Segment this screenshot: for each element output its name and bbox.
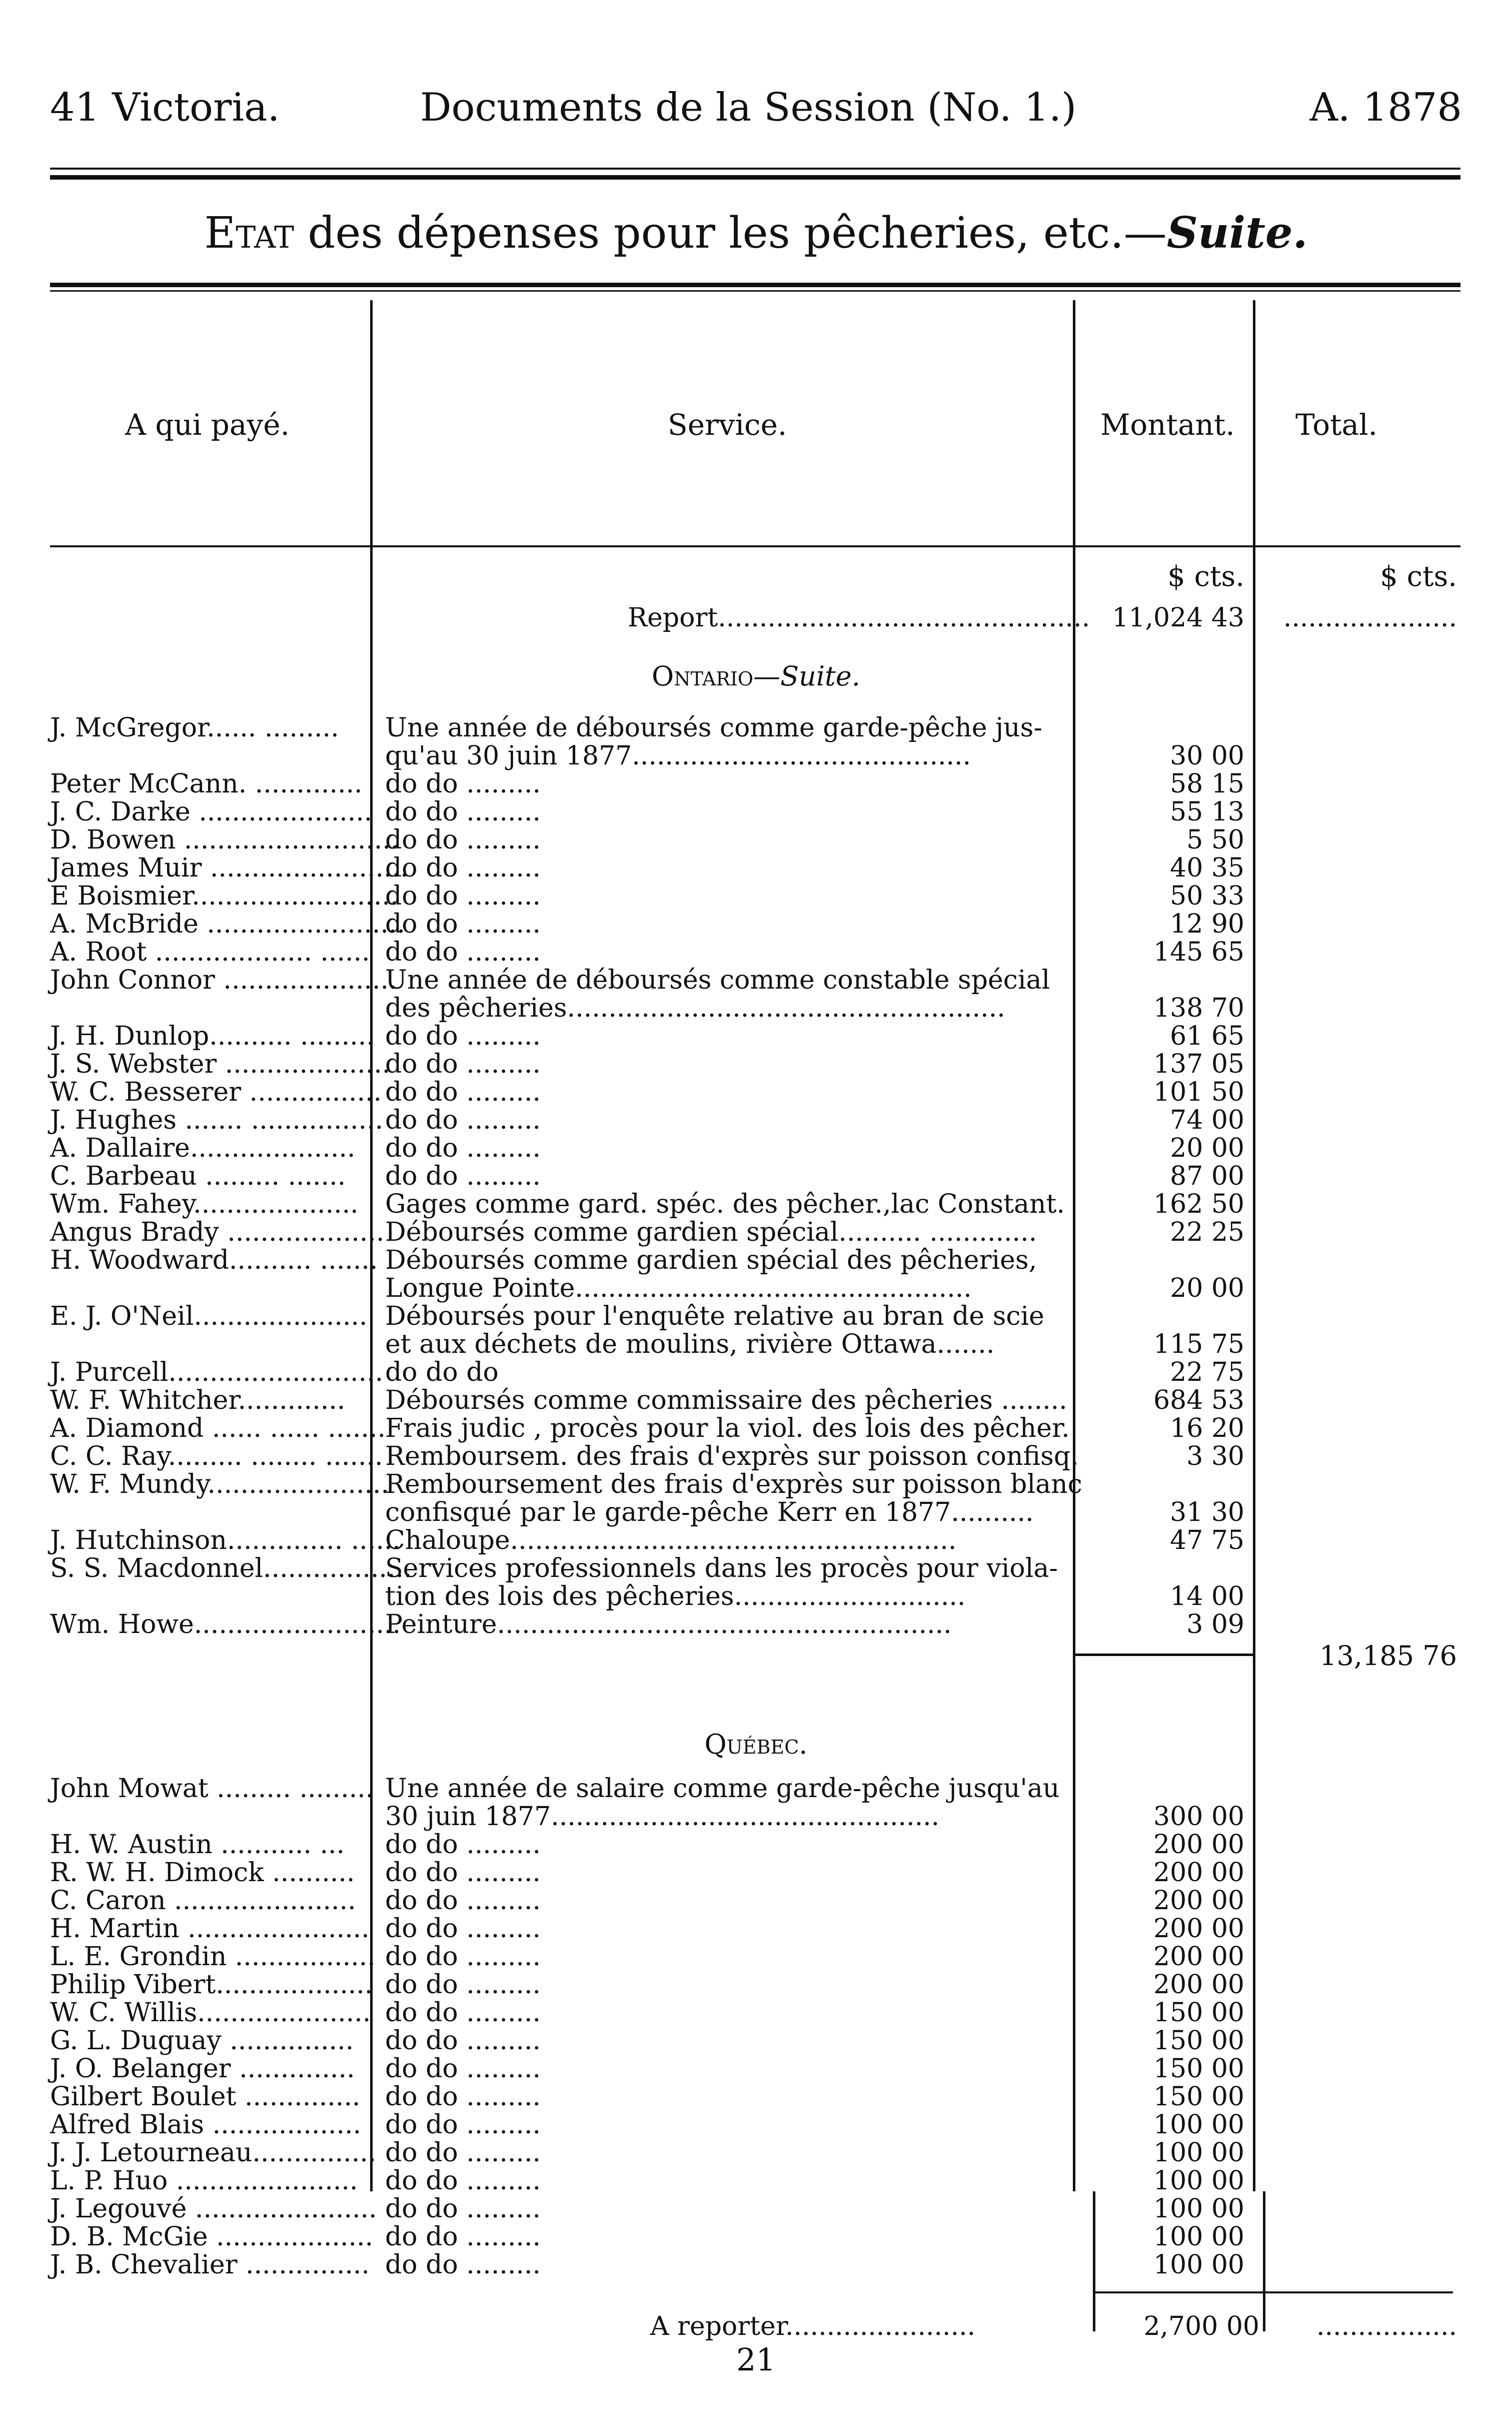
amount-cell: 150 00 bbox=[1153, 2054, 1244, 2084]
amount-cell: 16 20 bbox=[1170, 1413, 1244, 1443]
amount-cell: 74 00 bbox=[1170, 1105, 1244, 1135]
table-row bbox=[0, 1217, 1512, 1245]
service-cell: do do ......... bbox=[385, 1998, 541, 2028]
payee-cell: Angus Brady ................... bbox=[50, 1217, 385, 1247]
table-row bbox=[0, 1858, 1512, 1886]
service-cell: Chaloupe...................................................... bbox=[385, 1525, 957, 1555]
amount-unit-label: $ cts. bbox=[1167, 560, 1244, 593]
table-row bbox=[0, 2222, 1512, 2250]
table-row bbox=[0, 769, 1512, 797]
amount-cell: 100 00 bbox=[1153, 2250, 1244, 2280]
payee-cell: H. W. Austin ........... ... bbox=[50, 1830, 345, 1860]
service-cell: do do do bbox=[385, 1357, 499, 1387]
table-row bbox=[0, 993, 1512, 1021]
column-header-amount: Montant. bbox=[1100, 408, 1235, 442]
payee-cell: A. Diamond ...... ...... ....... bbox=[50, 1413, 386, 1443]
ontario-heading-suffix: —Suite. bbox=[753, 660, 860, 692]
amount-cell: 100 00 bbox=[1153, 2194, 1244, 2224]
table-row bbox=[0, 1301, 1512, 1329]
table-row bbox=[0, 1441, 1512, 1469]
carry-label: A reporter....................... bbox=[650, 2311, 976, 2341]
payee-cell: James Muir ........................ bbox=[50, 853, 409, 883]
header-rule-bottom bbox=[50, 175, 1460, 180]
service-cell: et aux déchets de moulins, rivière Ottawa....... bbox=[385, 1329, 995, 1359]
carry-amount: 2,700 00 bbox=[1143, 2311, 1259, 2341]
title-rest: des dépenses pour les pêcheries, etc.— bbox=[294, 208, 1167, 258]
table-row bbox=[0, 1914, 1512, 1942]
table-row bbox=[0, 1133, 1512, 1161]
table-row bbox=[0, 1774, 1512, 1802]
amount-cell: 138 70 bbox=[1153, 993, 1244, 1023]
amount-cell: 200 00 bbox=[1153, 1886, 1244, 1916]
table-row bbox=[0, 1998, 1512, 2026]
title-lead: Etat bbox=[204, 208, 295, 258]
table-row bbox=[0, 1886, 1512, 1914]
payee-cell: G. L. Duguay ............... bbox=[50, 2026, 354, 2056]
table-row bbox=[0, 2026, 1512, 2054]
payee-cell: L. P. Huo ...................... bbox=[50, 2166, 358, 2196]
payee-cell: Gilbert Boulet .............. bbox=[50, 2082, 361, 2112]
ontario-amount-rule bbox=[1075, 1654, 1253, 1656]
title-suffix: Suite. bbox=[1166, 208, 1308, 258]
service-cell: do do ......... bbox=[385, 881, 541, 911]
table-top-rule bbox=[50, 283, 1460, 287]
payee-cell: E Boismier......................... bbox=[50, 881, 399, 911]
amount-cell: 12 90 bbox=[1170, 909, 1244, 939]
table-row bbox=[0, 1245, 1512, 1273]
header-rule-top bbox=[50, 168, 1460, 170]
payee-cell: W. C. Besserer ................ bbox=[50, 1077, 382, 1107]
header-series: A. 1878 bbox=[1309, 85, 1462, 130]
service-cell: Remboursement des frais d'exprès sur poisson blanc bbox=[385, 1469, 1082, 1499]
payee-cell: C. Caron ...................... bbox=[50, 1886, 356, 1916]
amount-cell: 3 09 bbox=[1186, 1609, 1244, 1640]
table-row bbox=[0, 2166, 1512, 2194]
payee-cell: W. F. Mundy...................... bbox=[50, 1469, 390, 1499]
payee-cell: Wm. Fahey.................... bbox=[50, 1189, 359, 1219]
amount-cell: 50 33 bbox=[1170, 881, 1244, 911]
table-row bbox=[0, 2138, 1512, 2166]
table-row bbox=[0, 2250, 1512, 2278]
table-row bbox=[0, 881, 1512, 909]
service-cell: do do ......... bbox=[385, 1133, 541, 1163]
payee-cell: J. C. Darke ..................... bbox=[50, 797, 373, 827]
table-row bbox=[0, 1970, 1512, 1998]
report-amount: 11,024 43 bbox=[1112, 603, 1244, 633]
amount-cell: 115 75 bbox=[1153, 1329, 1244, 1359]
amount-cell: 61 65 bbox=[1170, 1021, 1244, 1051]
amount-cell: 200 00 bbox=[1153, 1858, 1244, 1888]
column-header-service: Service. bbox=[668, 408, 787, 442]
table-row bbox=[0, 2082, 1512, 2110]
amount-cell: 150 00 bbox=[1153, 2026, 1244, 2056]
amount-cell: 200 00 bbox=[1153, 1830, 1244, 1860]
service-cell: des pêcheries..................................................... bbox=[385, 993, 1005, 1023]
payee-cell: J. Hutchinson.............. ...... bbox=[50, 1525, 401, 1555]
payee-cell: S. S. Macdonnel.................. bbox=[50, 1553, 412, 1583]
table-row bbox=[0, 1581, 1512, 1609]
service-cell: Gages comme gard. spéc. des pêcher.,lac Constant. bbox=[385, 1189, 1065, 1219]
amount-cell: 22 25 bbox=[1170, 1217, 1244, 1247]
amount-cell: 30 00 bbox=[1170, 741, 1244, 771]
carry-forward-row bbox=[0, 2311, 1512, 2339]
service-cell: Remboursem. des frais d'exprès sur poisson confisq. bbox=[385, 1441, 1079, 1471]
amount-cell: 150 00 bbox=[1153, 1998, 1244, 2028]
amount-cell: 200 00 bbox=[1153, 1914, 1244, 1944]
report-total: ..................... bbox=[1283, 603, 1457, 633]
amount-cell: 684 53 bbox=[1153, 1385, 1244, 1415]
payee-cell: C. C. Ray......... ........ ....... bbox=[50, 1441, 383, 1471]
service-cell: do do ......... bbox=[385, 797, 541, 827]
section-heading-ontario bbox=[0, 660, 1512, 692]
service-cell: confisqué par le garde-pêche Kerr en 1877.......... bbox=[385, 1497, 1034, 1527]
service-cell: Longue Pointe................................................ bbox=[385, 1273, 972, 1303]
service-cell: do do ......... bbox=[385, 1970, 541, 2000]
table-row bbox=[0, 1609, 1512, 1638]
service-cell: Peinture....................................................... bbox=[385, 1609, 952, 1640]
service-cell: do do ......... bbox=[385, 909, 541, 939]
ontario-heading-label: Ontario bbox=[652, 660, 754, 692]
service-cell: do do ......... bbox=[385, 2054, 541, 2084]
header-document-title: Documents de la Session (No. 1.) bbox=[420, 85, 1077, 130]
column-header-total: Total. bbox=[1295, 408, 1377, 442]
service-cell: do do ......... bbox=[385, 1161, 541, 1191]
service-cell: do do ......... bbox=[385, 2222, 541, 2252]
amount-cell: 3 30 bbox=[1186, 1441, 1244, 1471]
payee-cell: A. Dallaire.................... bbox=[50, 1133, 356, 1163]
payee-cell: J. Purcell.......................... bbox=[50, 1357, 384, 1387]
payee-cell: J. H. Dunlop.......... ......... bbox=[50, 1021, 375, 1051]
table-row bbox=[0, 2110, 1512, 2138]
service-cell: do do ......... bbox=[385, 1886, 541, 1916]
service-cell: do do ......... bbox=[385, 769, 541, 799]
amount-cell: 5 50 bbox=[1186, 825, 1244, 855]
payee-cell: J. O. Belanger .............. bbox=[50, 2054, 355, 2084]
header-session-year: 41 Victoria. bbox=[50, 85, 280, 130]
table-row bbox=[0, 2194, 1512, 2222]
payee-cell: Alfred Blais .................. bbox=[50, 2110, 362, 2140]
amount-cell: 87 00 bbox=[1170, 1161, 1244, 1191]
ontario-total: 13,185 76 bbox=[1319, 1640, 1457, 1672]
payee-cell: H. Martin ...................... bbox=[50, 1914, 370, 1944]
page-number: 21 bbox=[736, 2341, 776, 2378]
table-row bbox=[0, 713, 1512, 741]
payee-cell: J. J. Letourneau............... bbox=[50, 2138, 377, 2168]
service-cell: do do ......... bbox=[385, 1858, 541, 1888]
payee-cell: A. McBride ........................ bbox=[50, 909, 405, 939]
table-row bbox=[0, 1802, 1512, 1830]
table-row bbox=[0, 1021, 1512, 1049]
amount-cell: 100 00 bbox=[1153, 2222, 1244, 2252]
table-row bbox=[0, 2054, 1512, 2082]
payee-cell: C. Barbeau ......... ....... bbox=[50, 1161, 346, 1191]
service-cell: Déboursés comme commissaire des pêcheries ........ bbox=[385, 1385, 1067, 1415]
amount-cell: 31 30 bbox=[1170, 1497, 1244, 1527]
service-cell: Une année de salaire comme garde-pêche jusqu'au bbox=[385, 1774, 1060, 1804]
service-cell: 30 juin 1877............................................... bbox=[385, 1802, 940, 1832]
service-cell: do do ......... bbox=[385, 2110, 541, 2140]
table-row bbox=[0, 1413, 1512, 1441]
table-row bbox=[0, 1161, 1512, 1189]
service-cell: tion des lois des pêcheries............................ bbox=[385, 1581, 966, 1611]
amount-cell: 145 65 bbox=[1153, 937, 1244, 967]
amount-cell: 162 50 bbox=[1153, 1189, 1244, 1219]
service-cell: Frais judic , procès pour la viol. des lois des pêcher. bbox=[385, 1413, 1070, 1443]
payee-cell: W. F. Whitcher............. bbox=[50, 1385, 346, 1415]
amount-cell: 300 00 bbox=[1153, 1802, 1244, 1832]
service-cell: do do ......... bbox=[385, 825, 541, 855]
payee-cell: Philip Vibert................... bbox=[50, 1970, 373, 2000]
service-cell: do do ......... bbox=[385, 1105, 541, 1135]
service-cell: Déboursés comme gardien spécial des pêcheries, bbox=[385, 1245, 1037, 1275]
table-row bbox=[0, 825, 1512, 853]
amount-cell: 22 75 bbox=[1170, 1357, 1244, 1387]
table-row bbox=[0, 1469, 1512, 1497]
column-header-rule bbox=[50, 545, 1460, 547]
amount-cell: 100 00 bbox=[1153, 2110, 1244, 2140]
report-label: Report............................................. bbox=[628, 603, 1090, 633]
payee-cell: John Mowat ......... ......... bbox=[50, 1774, 374, 1804]
table-row bbox=[0, 1830, 1512, 1858]
column-header-payee: A qui payé. bbox=[125, 408, 290, 442]
table-row bbox=[0, 741, 1512, 769]
service-cell: do do ......... bbox=[385, 2138, 541, 2168]
payee-cell: D. Bowen .......................... bbox=[50, 825, 399, 855]
service-cell: do do ......... bbox=[385, 853, 541, 883]
service-cell: do do ......... bbox=[385, 1077, 541, 1107]
service-cell: do do ......... bbox=[385, 2250, 541, 2280]
service-cell: do do ......... bbox=[385, 1914, 541, 1944]
table-row bbox=[0, 853, 1512, 881]
amount-cell: 100 00 bbox=[1153, 2138, 1244, 2168]
payee-cell: J. B. Chevalier ............... bbox=[50, 2250, 370, 2280]
payee-cell: H. Woodward.......... ....... bbox=[50, 1245, 378, 1275]
table-row bbox=[0, 1329, 1512, 1357]
table-row bbox=[0, 1105, 1512, 1133]
service-cell: Déboursés comme gardien spécial.......... ............. bbox=[385, 1217, 1037, 1247]
amount-cell: 137 05 bbox=[1153, 1049, 1244, 1079]
table-row bbox=[0, 1385, 1512, 1413]
table-row bbox=[0, 909, 1512, 937]
service-cell: do do ......... bbox=[385, 1021, 541, 1051]
table-row bbox=[0, 1553, 1512, 1581]
payee-cell: John Connor ..................... bbox=[50, 965, 397, 995]
payee-cell: Wm. Howe......................... bbox=[50, 1609, 401, 1640]
amount-cell: 20 00 bbox=[1170, 1133, 1244, 1163]
service-cell: do do ......... bbox=[385, 1049, 541, 1079]
service-cell: do do ......... bbox=[385, 1830, 541, 1860]
payee-cell: D. B. McGie ................... bbox=[50, 2222, 374, 2252]
amount-cell: 47 75 bbox=[1170, 1525, 1244, 1555]
payee-cell: J. Hughes ....... ................ bbox=[50, 1105, 384, 1135]
table-row bbox=[0, 797, 1512, 825]
service-cell: do do ......... bbox=[385, 2166, 541, 2196]
service-cell: qu'au 30 juin 1877......................................... bbox=[385, 741, 971, 771]
carry-total: ................. bbox=[1316, 2311, 1457, 2341]
page-title bbox=[0, 208, 1512, 258]
service-cell: Une année de déboursés comme constable spécial bbox=[385, 965, 1050, 995]
amount-cell: 55 13 bbox=[1170, 797, 1244, 827]
table-row bbox=[0, 1525, 1512, 1553]
table-row bbox=[0, 1273, 1512, 1301]
payee-cell: J. S. Webster .................... bbox=[50, 1049, 391, 1079]
payee-cell: Peter McCann. ............. bbox=[50, 769, 363, 799]
payee-cell: R. W. H. Dimock .......... bbox=[50, 1858, 355, 1888]
table-row bbox=[0, 1357, 1512, 1385]
service-cell: do do ......... bbox=[385, 937, 541, 967]
table-row bbox=[0, 1049, 1512, 1077]
payee-cell: J. McGregor...... ......... bbox=[50, 713, 339, 743]
service-cell: do do ......... bbox=[385, 2082, 541, 2112]
amount-cell: 14 00 bbox=[1170, 1581, 1244, 1611]
service-cell: do do ......... bbox=[385, 1942, 541, 1972]
amount-cell: 40 35 bbox=[1170, 853, 1244, 883]
report-row bbox=[0, 603, 1512, 631]
service-cell: do do ......... bbox=[385, 2026, 541, 2056]
table-row bbox=[0, 1942, 1512, 1970]
table-top-rule-thin bbox=[50, 290, 1460, 292]
payee-cell: E. J. O'Neil..................... bbox=[50, 1301, 368, 1331]
amount-cell: 100 00 bbox=[1153, 2166, 1244, 2196]
amount-cell: 150 00 bbox=[1153, 2082, 1244, 2112]
section-heading-quebec: Québec. bbox=[704, 1729, 808, 1760]
service-cell: Services professionnels dans les procès pour viola- bbox=[385, 1553, 1058, 1583]
amount-cell: 101 50 bbox=[1153, 1077, 1244, 1107]
table-row bbox=[0, 1189, 1512, 1217]
table-row bbox=[0, 965, 1512, 993]
amount-cell: 200 00 bbox=[1153, 1942, 1244, 1972]
table-row bbox=[0, 1497, 1512, 1525]
payee-cell: L. E. Grondin ................. bbox=[50, 1942, 376, 1972]
service-cell: do do ......... bbox=[385, 2194, 541, 2224]
service-cell: Une année de déboursés comme garde-pêche jus- bbox=[385, 713, 1042, 743]
amount-cell: 20 00 bbox=[1170, 1273, 1244, 1303]
table-row bbox=[0, 937, 1512, 965]
table-row bbox=[0, 1077, 1512, 1105]
payee-cell: J. Legouvé ...................... bbox=[50, 2194, 377, 2224]
carry-rule bbox=[1093, 2291, 1453, 2293]
payee-cell: A. Root ................... ...... bbox=[50, 937, 370, 967]
payee-cell: W. C. Willis..................... bbox=[50, 1998, 371, 2028]
total-unit-label: $ cts. bbox=[1380, 560, 1457, 593]
amount-cell: 200 00 bbox=[1153, 1970, 1244, 2000]
service-cell: Déboursés pour l'enquête relative au bran de scie bbox=[385, 1301, 1044, 1331]
amount-cell: 58 15 bbox=[1170, 769, 1244, 799]
